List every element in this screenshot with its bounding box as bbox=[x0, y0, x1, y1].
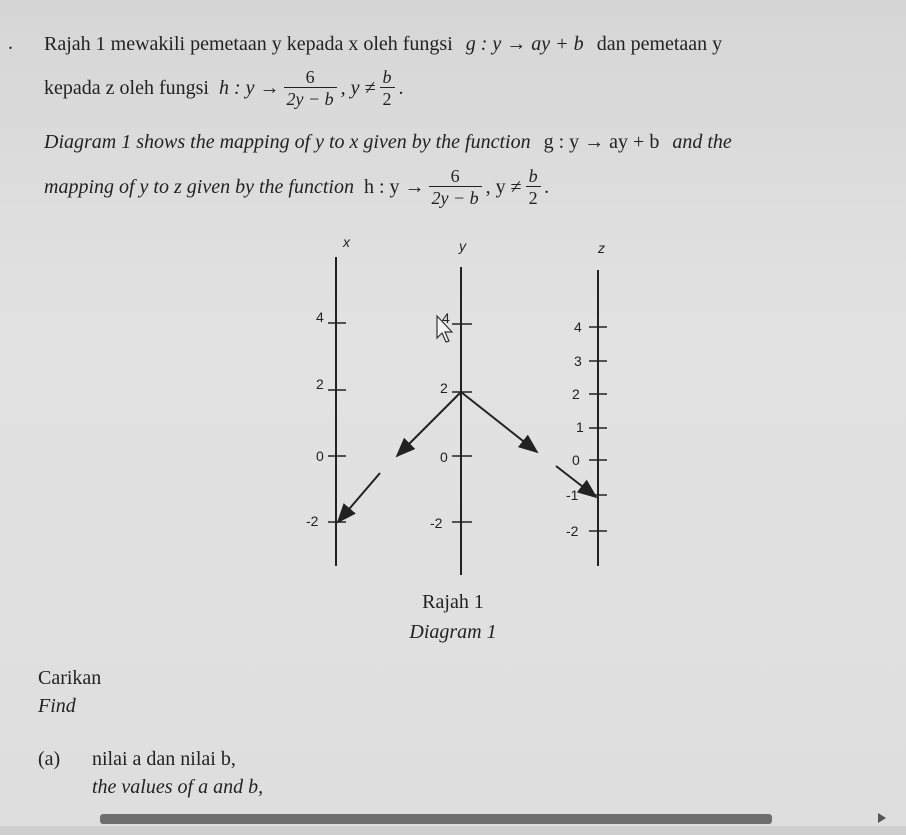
arrow-y2-to-x0 bbox=[397, 392, 461, 456]
z-tick-label: 0 bbox=[572, 452, 580, 468]
caption-malay: Rajah 1 bbox=[422, 591, 484, 613]
x-tick-label: 4 bbox=[316, 309, 324, 325]
arrow-y2-to-z0 bbox=[461, 392, 537, 452]
z-axis-ticks bbox=[566, 319, 607, 539]
z-tick-label: 1 bbox=[576, 419, 584, 435]
fraction-numerator: 6 bbox=[284, 67, 337, 88]
x-tick-label: 2 bbox=[316, 376, 324, 392]
find-label-english: Find bbox=[38, 695, 76, 717]
fraction-denominator: 2y − b bbox=[431, 187, 479, 208]
fraction-denominator: 2 bbox=[382, 88, 392, 109]
z-tick-label: 3 bbox=[574, 353, 582, 369]
arrow-y0-to-xneg2 bbox=[338, 473, 380, 522]
z-tick-label: -2 bbox=[566, 523, 579, 539]
period: . bbox=[398, 76, 404, 99]
part-a-number: (a) bbox=[38, 748, 61, 770]
z-tick-label: 4 bbox=[574, 319, 582, 335]
play-icon[interactable] bbox=[878, 813, 886, 823]
x-tick-label: -2 bbox=[306, 513, 319, 529]
z-tick-label: -1 bbox=[566, 487, 579, 503]
axis-z-label: z bbox=[598, 240, 605, 256]
fraction-numerator: 6 bbox=[429, 166, 482, 187]
english-text: and the bbox=[672, 131, 732, 153]
fraction-denominator: 2y − b bbox=[286, 88, 334, 109]
condition-prefix: , y ≠ bbox=[485, 175, 522, 198]
function-g: g : y → ay + b bbox=[465, 33, 584, 55]
y-tick-label: 2 bbox=[440, 380, 448, 396]
y-tick-label: 4 bbox=[442, 310, 450, 326]
y-tick-label: -2 bbox=[430, 515, 443, 531]
period: . bbox=[544, 175, 550, 198]
part-a-english: the values of a and b, bbox=[92, 776, 264, 798]
axis-x-label: x bbox=[343, 234, 350, 250]
fraction-numerator: b bbox=[526, 166, 541, 187]
find-label-malay: Carikan bbox=[38, 667, 102, 689]
malay-text: dan pemetaan y bbox=[596, 33, 723, 55]
malay-text: kepada z oleh fungsi bbox=[44, 76, 209, 99]
function-h-prefix: h : y → bbox=[363, 175, 425, 198]
function-h-prefix: h : y → bbox=[218, 76, 280, 99]
malay-text: Rajah 1 mewakili pemetaan y kepada x oleh fungsi bbox=[44, 33, 453, 55]
axis-y-label: y bbox=[459, 238, 466, 254]
x-axis-ticks bbox=[306, 309, 346, 529]
condition-prefix: , y ≠ bbox=[340, 76, 376, 99]
caption-english: Diagram 1 bbox=[409, 621, 497, 643]
z-tick-label: 2 bbox=[572, 386, 580, 402]
english-text: Diagram 1 shows the mapping of y to x given by the function bbox=[44, 131, 531, 153]
function-g: g : y → ay + b bbox=[543, 131, 660, 153]
video-progress-bar[interactable] bbox=[100, 814, 772, 824]
fraction-numerator: b bbox=[380, 67, 395, 88]
fraction-denominator: 2 bbox=[528, 187, 538, 208]
part-a-malay: nilai a dan nilai b, bbox=[92, 748, 236, 770]
bullet-mark: . bbox=[8, 32, 13, 54]
y-axis-ticks bbox=[430, 310, 472, 531]
y-tick-label: 0 bbox=[440, 449, 448, 465]
bottom-edge bbox=[0, 826, 906, 835]
x-tick-label: 0 bbox=[316, 448, 324, 464]
english-text: mapping of y to z given by the function bbox=[44, 175, 354, 198]
